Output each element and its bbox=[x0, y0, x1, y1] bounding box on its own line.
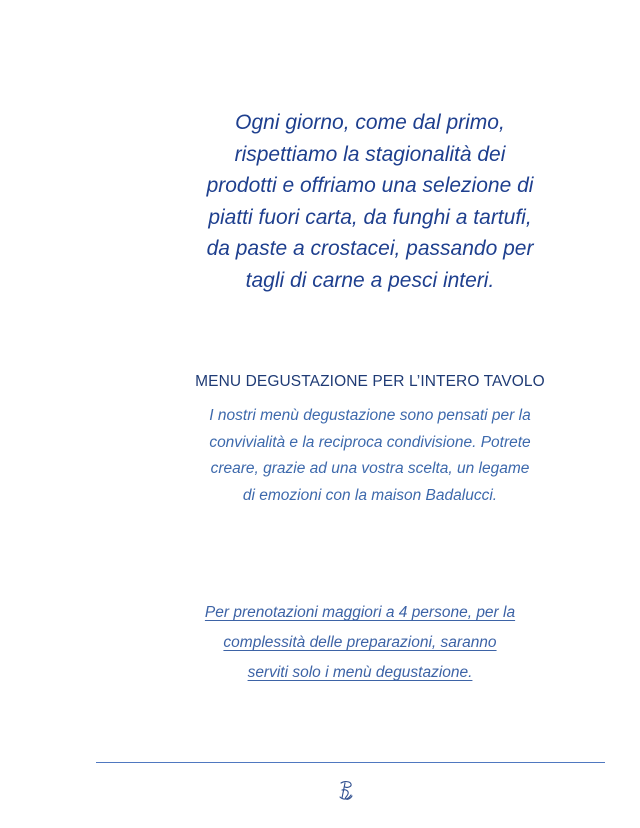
footer-divider bbox=[96, 762, 605, 763]
monogram-icon bbox=[334, 778, 358, 802]
tasting-menu-description bbox=[150, 403, 590, 509]
notice-line: complessità delle preparazioni, saranno bbox=[223, 634, 497, 651]
intro-line: Ogni giorno, come dal primo, bbox=[235, 111, 505, 134]
intro-paragraph bbox=[150, 107, 590, 296]
intro-line: rispettiamo la stagionalità dei bbox=[234, 142, 506, 166]
notice-line: Per prenotazioni maggiori a 4 persone, per la bbox=[204, 604, 516, 621]
intro-line: da paste a crostacei, passando per bbox=[206, 237, 534, 260]
description-line: convivialità e la reciproca condivisione. Potrete bbox=[209, 433, 531, 451]
description-line: I nostri menù degustazione sono pensati per la bbox=[209, 407, 531, 424]
tasting-menu-heading: MENU DEGUSTAZIONE PER L’INTERO TAVOLO bbox=[195, 373, 545, 390]
intro-line: piatti fuori carta, da funghi a tartufi, bbox=[208, 205, 532, 229]
intro-line: tagli di carne a pesci interi. bbox=[245, 268, 495, 292]
reservation-notice bbox=[150, 598, 570, 688]
description-line: di emozioni con la maison Badalucci. bbox=[242, 486, 498, 504]
description-line: creare, grazie ad una vostra scelta, un legame bbox=[210, 460, 530, 477]
notice-line: serviti solo i menù degustazione. bbox=[247, 664, 473, 681]
intro-line: prodotti e offriamo una selezione di bbox=[206, 174, 534, 197]
